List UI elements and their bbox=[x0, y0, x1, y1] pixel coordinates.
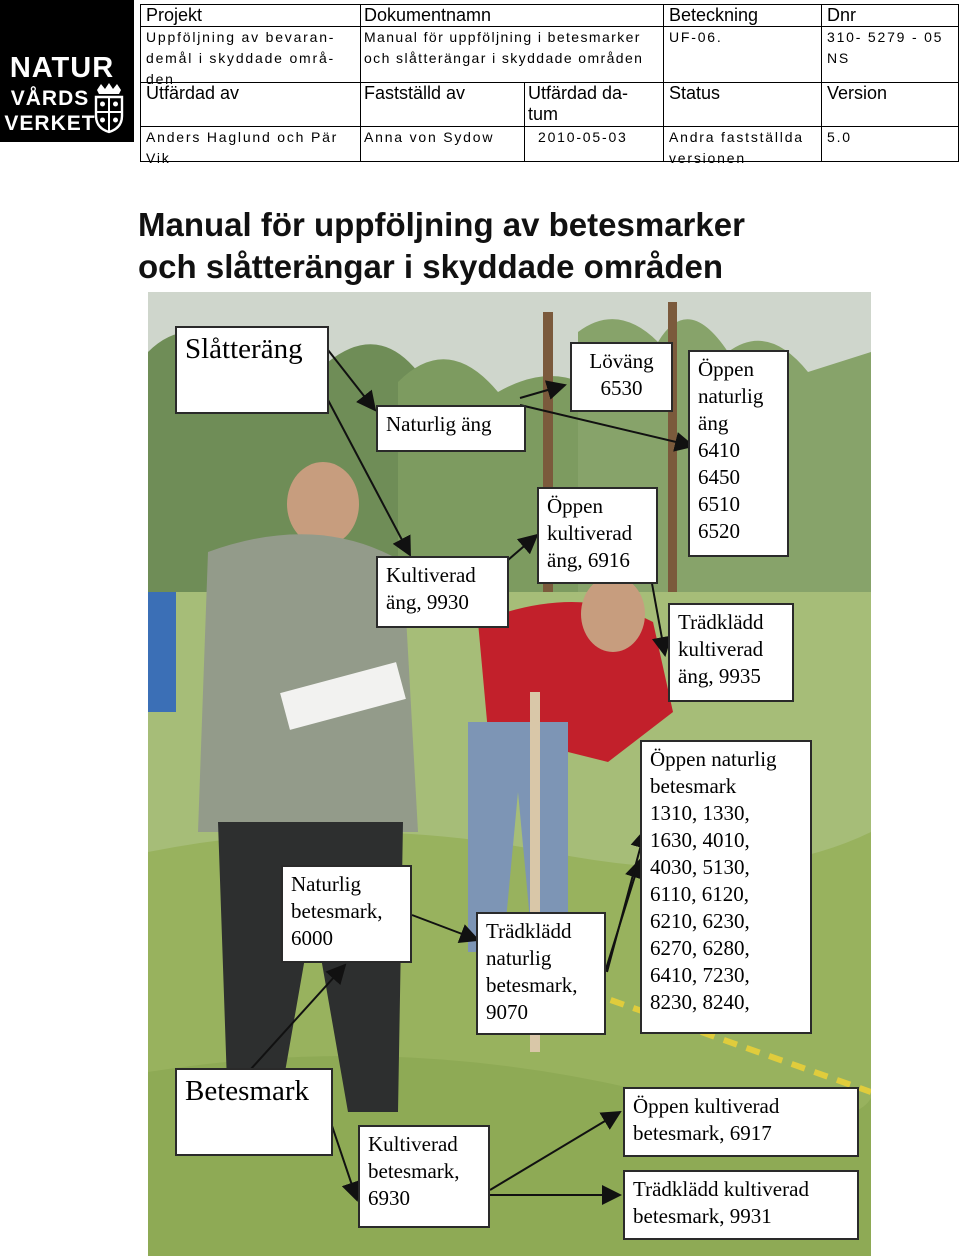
utfardad-av-label: Utfärdad av bbox=[146, 83, 240, 103]
box-betesmark: Betesmark bbox=[175, 1068, 333, 1156]
beteckning-label: Beteckning bbox=[669, 5, 759, 25]
version-label: Version bbox=[827, 83, 888, 103]
crown-shield-icon bbox=[92, 82, 126, 134]
utfardad-av-value: Anders Haglund och Pär Vik bbox=[146, 129, 339, 166]
faststalld-av-label: Fastställd av bbox=[364, 83, 466, 103]
dokumentnamn-label: Dokumentnamn bbox=[364, 5, 492, 25]
naturvardsverket-logo bbox=[0, 0, 134, 142]
faststalld-av-value: Anna von Sydow bbox=[364, 129, 495, 145]
dnr-label: Dnr bbox=[827, 5, 857, 25]
box-tradkladd-naturlig-betesmark: Trädklädd naturlig betesmark, 9070 bbox=[476, 912, 606, 1035]
box-tradkladd-kultiverad-betesmark: Trädklädd kultiverad betesmark, 9931 bbox=[623, 1170, 859, 1240]
box-oppen-naturlig-betesmark: Öppen naturlig betesmark 1310, 1330, 1630, 4010, 4030, 5130, 6110, 6120, 6210, 6230, 6270, 6280, 6410, 7230, 8230, 8240, bbox=[640, 740, 812, 1034]
page-title: Manual för uppföljning av betesmarker och slåtterängar i skyddade områden bbox=[138, 206, 745, 285]
status-label: Status bbox=[669, 83, 721, 103]
box-oppen-kultiverad-ang: Öppen kultiverad äng, 6916 bbox=[537, 487, 658, 584]
box-slattering: Slåtteräng bbox=[175, 326, 329, 414]
status-value: Andra fastställda versionen bbox=[669, 129, 804, 166]
box-kultiverad-ang: Kultiverad äng, 9930 bbox=[376, 556, 509, 628]
utfardad-datum-label: Utfärdad da- tum bbox=[528, 83, 629, 124]
box-lovang: Löväng 6530 bbox=[570, 342, 673, 412]
utfardad-datum-value: 2010-05-03 bbox=[538, 129, 628, 145]
logo-text-line1: NATUR bbox=[9, 52, 115, 84]
version-value: 5.0 bbox=[827, 129, 852, 145]
box-tradkladd-kultiverad-ang: Trädklädd kultiverad äng, 9935 bbox=[668, 603, 794, 702]
box-naturlig-betesmark: Naturlig betesmark, 6000 bbox=[281, 865, 412, 963]
document-header-table bbox=[140, 4, 959, 166]
dokumentnamn-value: Manual för uppföljning i betesmarker och slåtterängar i skyddade områden bbox=[364, 29, 644, 66]
box-oppen-kultiverad-betesmark: Öppen kultiverad betesmark, 6917 bbox=[623, 1087, 859, 1157]
box-oppen-naturlig-ang: Öppen naturlig äng 6410 6450 6510 6520 bbox=[688, 350, 789, 557]
logo-text-line2: VÅRDS bbox=[10, 87, 90, 110]
projekt-label: Projekt bbox=[146, 5, 203, 25]
box-naturlig-ang: Naturlig äng bbox=[376, 405, 526, 452]
beteckning-value: UF-06. bbox=[669, 29, 723, 45]
dnr-value: 310- 5279 - 05 NS bbox=[827, 29, 944, 66]
box-kultiverad-betesmark: Kultiverad betesmark, 6930 bbox=[358, 1125, 490, 1228]
logo-text-line3: VERKET bbox=[4, 112, 96, 135]
projekt-value: Uppföljning av bevaran- demål i skyddade områ- den bbox=[146, 29, 336, 87]
